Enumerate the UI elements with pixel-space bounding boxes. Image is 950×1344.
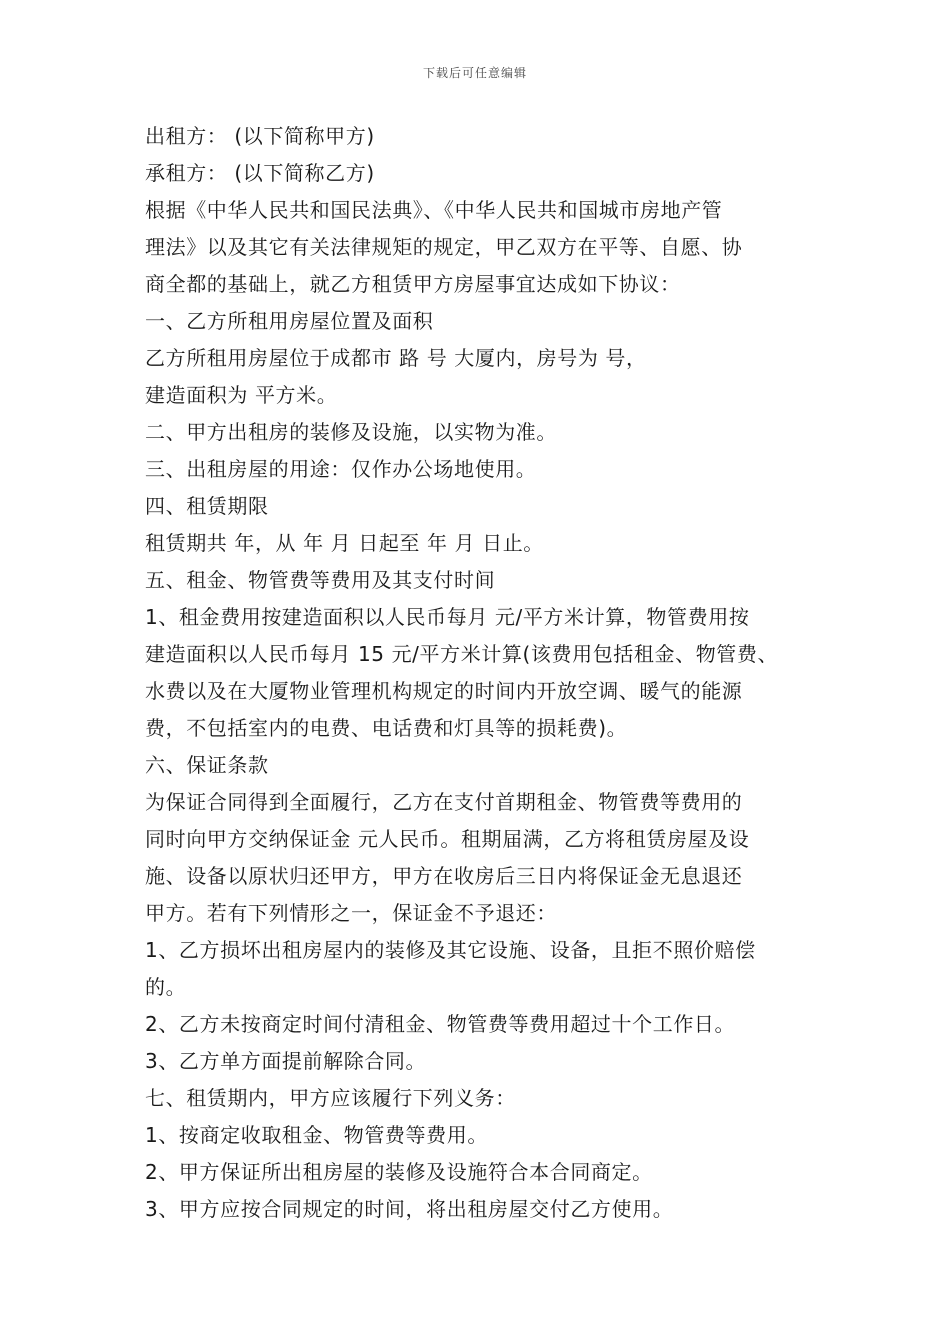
list-item-line: 3、甲方应按合同规定的时间，将出租房屋交付乙方使用。	[145, 1197, 674, 1221]
section-heading: 五、租金、物管费等费用及其支付时间	[145, 568, 496, 592]
paragraph-line: 1、租金费用按建造面积以人民币每月 元/平方米计算，物管费用按	[145, 605, 750, 629]
section-heading: 六、保证条款	[145, 753, 269, 777]
paragraph-line: 同时向甲方交纳保证金 元人民币。租期届满，乙方将租赁房屋及设	[145, 827, 750, 851]
list-item-line: 2、甲方保证所出租房屋的装修及设施符合本合同商定。	[145, 1160, 653, 1184]
section-heading: 四、租赁期限	[145, 494, 269, 518]
paragraph-line: 甲方。若有下列情形之一，保证金不予退还：	[145, 901, 557, 925]
preamble-line: 理法》以及其它有关法律规矩的规定，甲乙双方在平等、自愿、协	[145, 235, 743, 259]
section-heading: 二、甲方出租房的装修及设施，以实物为准。	[145, 420, 557, 444]
preamble-line: 商全都的基础上，就乙方租赁甲方房屋事宜达成如下协议：	[145, 272, 681, 296]
list-item-line: 3、乙方单方面提前解除合同。	[145, 1049, 427, 1073]
paragraph-line: 租赁期共 年，从 年 月 日起至 年 月 日止。	[145, 531, 544, 555]
list-item-line: 1、乙方损坏出租房屋内的装修及其它设施、设备，且拒不照价赔偿	[145, 938, 756, 962]
party-lessee-line: 承租方： (以下简称乙方)	[145, 161, 375, 185]
paragraph-line: 建造面积为 平方米。	[145, 383, 338, 407]
paragraph-line: 费，不包括室内的电费、电话费和灯具等的损耗费)。	[145, 716, 628, 740]
paragraph-line: 乙方所租用房屋位于成都市 路 号 大厦内，房号为 号，	[145, 346, 647, 370]
section-heading: 七、租赁期内，甲方应该履行下列义务：	[145, 1086, 516, 1110]
paragraph-line: 施、设备以原状归还甲方，甲方在收房后三日内将保证金无息退还	[145, 864, 743, 888]
section-heading: 一、乙方所租用房屋位置及面积	[145, 309, 434, 333]
list-item-line: 1、按商定收取租金、物管费等费用。	[145, 1123, 488, 1147]
list-item-line: 的。	[145, 975, 187, 999]
document-body	[145, 118, 825, 1228]
paragraph-line: 为保证合同得到全面履行，乙方在支付首期租金、物管费等费用的	[145, 790, 743, 814]
paragraph-line: 水费以及在大厦物业管理机构规定的时间内开放空调、暖气的能源	[145, 679, 743, 703]
party-lessor-line: 出租方： (以下简称甲方)	[145, 124, 375, 148]
section-heading: 三、出租房屋的用途：仅作办公场地使用。	[145, 457, 537, 481]
paragraph-line: 建造面积以人民币每月 15 元/平方米计算(该费用包括租金、物管费、	[145, 642, 779, 666]
list-item-line: 2、乙方未按商定时间付清租金、物管费等费用超过十个工作日。	[145, 1012, 736, 1036]
page-header-note: 下载后可任意编辑	[422, 66, 527, 80]
preamble-line: 根据《中华人民共和国民法典》、《中华人民共和国城市房地产管	[145, 198, 723, 222]
